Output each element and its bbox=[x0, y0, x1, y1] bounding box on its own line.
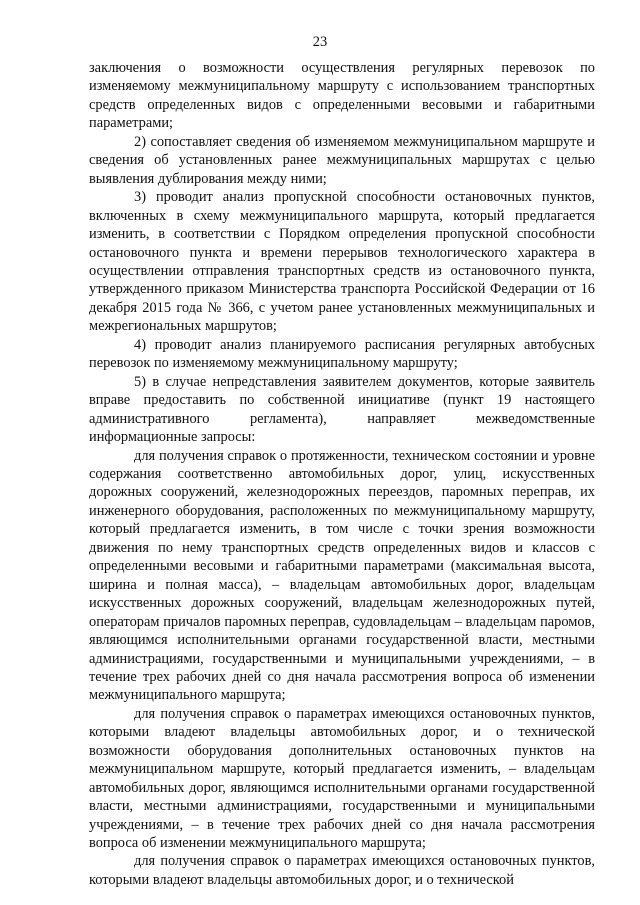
paragraph-continuation: заключения о возможности осуществления регулярных перевозок по изменяемому межмуниципальному маршруту с использованием транспортных средств определенных видов с определенными весовыми и габаритными параметрами; bbox=[89, 60, 595, 132]
paragraph-item-2: 2) сопоставляет сведения об изменяемом межмуниципальном маршруте и сведения об установленных ранее межмуниципальных маршрутах с целью выявления дублирования между ними; bbox=[89, 133, 595, 187]
paragraph-request-stop-params-continued: для получения справок о параметрах имеющихся остановочных пунктов, которыми владеют владельцы автомобильных дорог, и о технической bbox=[89, 853, 595, 888]
paragraph-item-4: 4) проводит анализ планируемого расписания регулярных автобусных перевозок по изменяемому межмуниципальному маршруту; bbox=[89, 336, 595, 372]
paragraph-item-5: 5) в случае непредставления заявителем документов, которые заявитель вправе предоставить по собственной инициативе (пункт 19 настоящего административного регламента), направляет межведомственные информационные запросы: bbox=[89, 373, 595, 446]
document-body bbox=[89, 59, 595, 889]
paragraph-item-3: 3) проводит анализ пропускной способности остановочных пунктов, включенных в схему межмуниципального маршрута, который предлагается изменить, в соответствии с Порядком определения пропускной способности остановочного пункта и времени перерывов технологического характера в осуществлении отправления транспортных средств из остановочного пункта, утвержденного приказом Министерства транспорта Российской Федерации от 16 декабря 2015 года № 366, с учетом ранее установленных межмуниципальных и межрегиональных маршрутов; bbox=[89, 189, 595, 335]
paragraph-request-stop-params: для получения справок о параметрах имеющихся остановочных пунктов, которыми владеют владельцы автомобильных дорог, и о технической возможности оборудования дополнительных остановочных пунктов на межмуниципальном маршруте, который предлагается изменить, – владельцам автомобильных дорог, являющимся исполнительными органами государственной власти, местными администрациями, государственными и муниципальными учреждениями, – в течение трех рабочих дней со дня начала рассмотрения вопроса об изменении межмуниципального маршрута; bbox=[89, 705, 595, 852]
paragraph-request-road-info: для получения справок о протяженности, техническом состоянии и уровне содержания соответственно автомобильных дорог, улиц, искусственных дорожных сооружений, железнодорожных переездов, паромных переправ, их инженерного оборудования, расположенных по межмуниципальному маршруту, который предлагается изменить, в том числе с точки зрения возможности движения по нему транспортных средств определенных видов и классов с определенными весовыми и габаритными параметрами (максимальная высота, ширина и полная масса), – владельцам автомобильных дорог, владельцам искусственных дорожных сооружений, владельцам железнодорожных путей, операторам причалов паромных переправ, судовладельцам – владельцам паромов, являющимся исполнительными органами государственной власти, местными администрациями, государственными и муниципальными учреждениями, – в течение трех рабочих дней со дня начала рассмотрения вопроса об изменении межмуниципального маршрута; bbox=[89, 447, 595, 704]
page-number: 23 bbox=[312, 34, 328, 50]
